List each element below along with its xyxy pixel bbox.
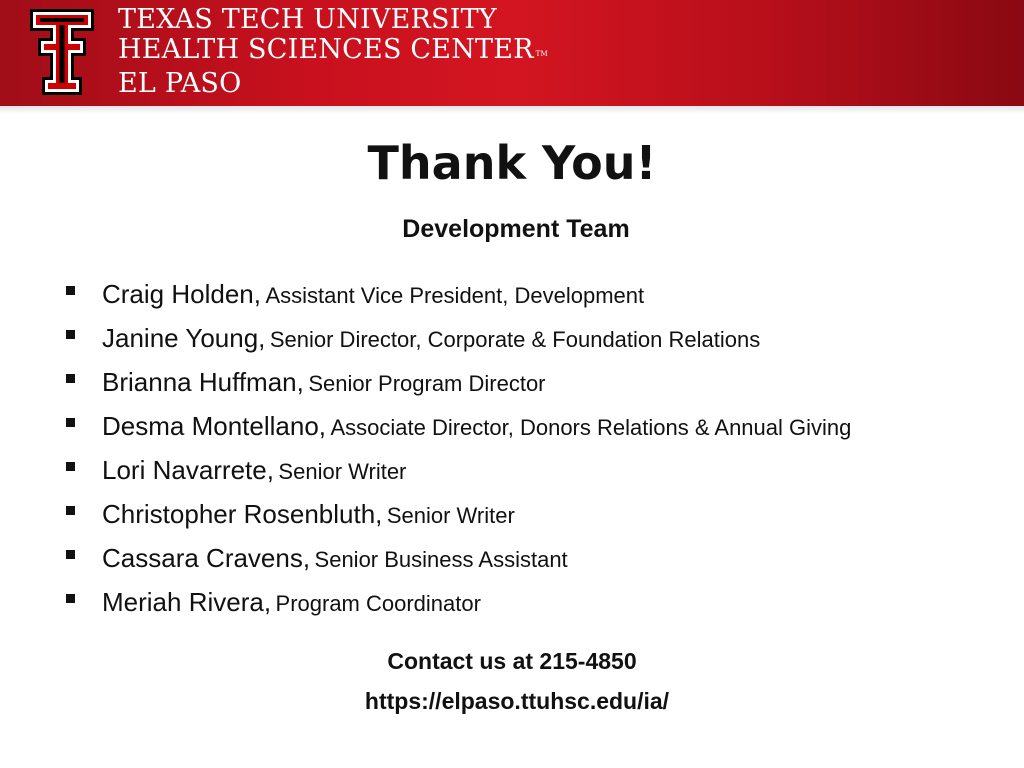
square-bullet-icon [66,418,75,427]
square-bullet-icon [66,286,75,295]
team-member-item [64,543,1014,587]
slide-title: Thank You! [367,136,657,190]
trademark-mark: TM [535,50,548,58]
contact-phone-text: Contact us at 215-4850 [387,648,637,674]
member-name: Brianna Huffman, [102,367,304,397]
square-bullet-icon [66,506,75,515]
member-title: Assistant Vice President, Development [265,283,645,308]
banner-shadow [0,106,1024,114]
square-bullet-icon [66,462,75,471]
member-title: Senior Business Assistant [314,547,568,572]
square-bullet-icon [66,330,75,339]
square-bullet-icon [66,550,75,559]
member-name: Lori Navarrete, [102,455,274,485]
member-name: Janine Young, [102,323,266,353]
team-member-item [64,367,1014,411]
team-member-item [64,411,1014,455]
member-name: Christopher Rosenbluth, [102,499,383,529]
team-member-item [64,499,1014,543]
slide-subtitle: Development Team [402,215,630,243]
member-name: Meriah Rivera, [102,587,272,617]
org-name-line-3: EL PASO [118,68,242,99]
member-name: Craig Holden, [102,279,261,309]
square-bullet-icon [66,594,75,603]
member-name: Desma Montellano, [102,411,326,441]
double-t-logo [26,7,98,97]
team-member-item [64,455,1014,499]
team-member-item [64,587,1014,631]
org-name-line-2 [118,35,548,69]
team-member-list [64,279,1014,631]
member-title: Senior Writer [386,503,515,528]
member-title: Senior Program Director [308,371,546,396]
team-member-item [64,279,1014,323]
org-name-line-1: TEXAS TECH UNIVERSITY [118,4,497,35]
website-url-text: https://elpaso.ttuhsc.edu/ia/ [364,688,670,714]
member-title: Senior Writer [278,459,407,484]
member-title: Senior Director, Corporate & Foundation Relations [269,327,761,352]
organization-name [118,5,548,99]
member-title: Associate Director, Donors Relations & Annual Giving [330,415,852,440]
member-title: Program Coordinator [275,591,481,616]
team-member-item [64,323,1014,367]
square-bullet-icon [66,374,75,383]
org-name-line-2-text: HEALTH SCIENCES CENTER [118,34,534,65]
header-banner [0,0,1024,106]
member-name: Cassara Cravens, [102,543,311,573]
